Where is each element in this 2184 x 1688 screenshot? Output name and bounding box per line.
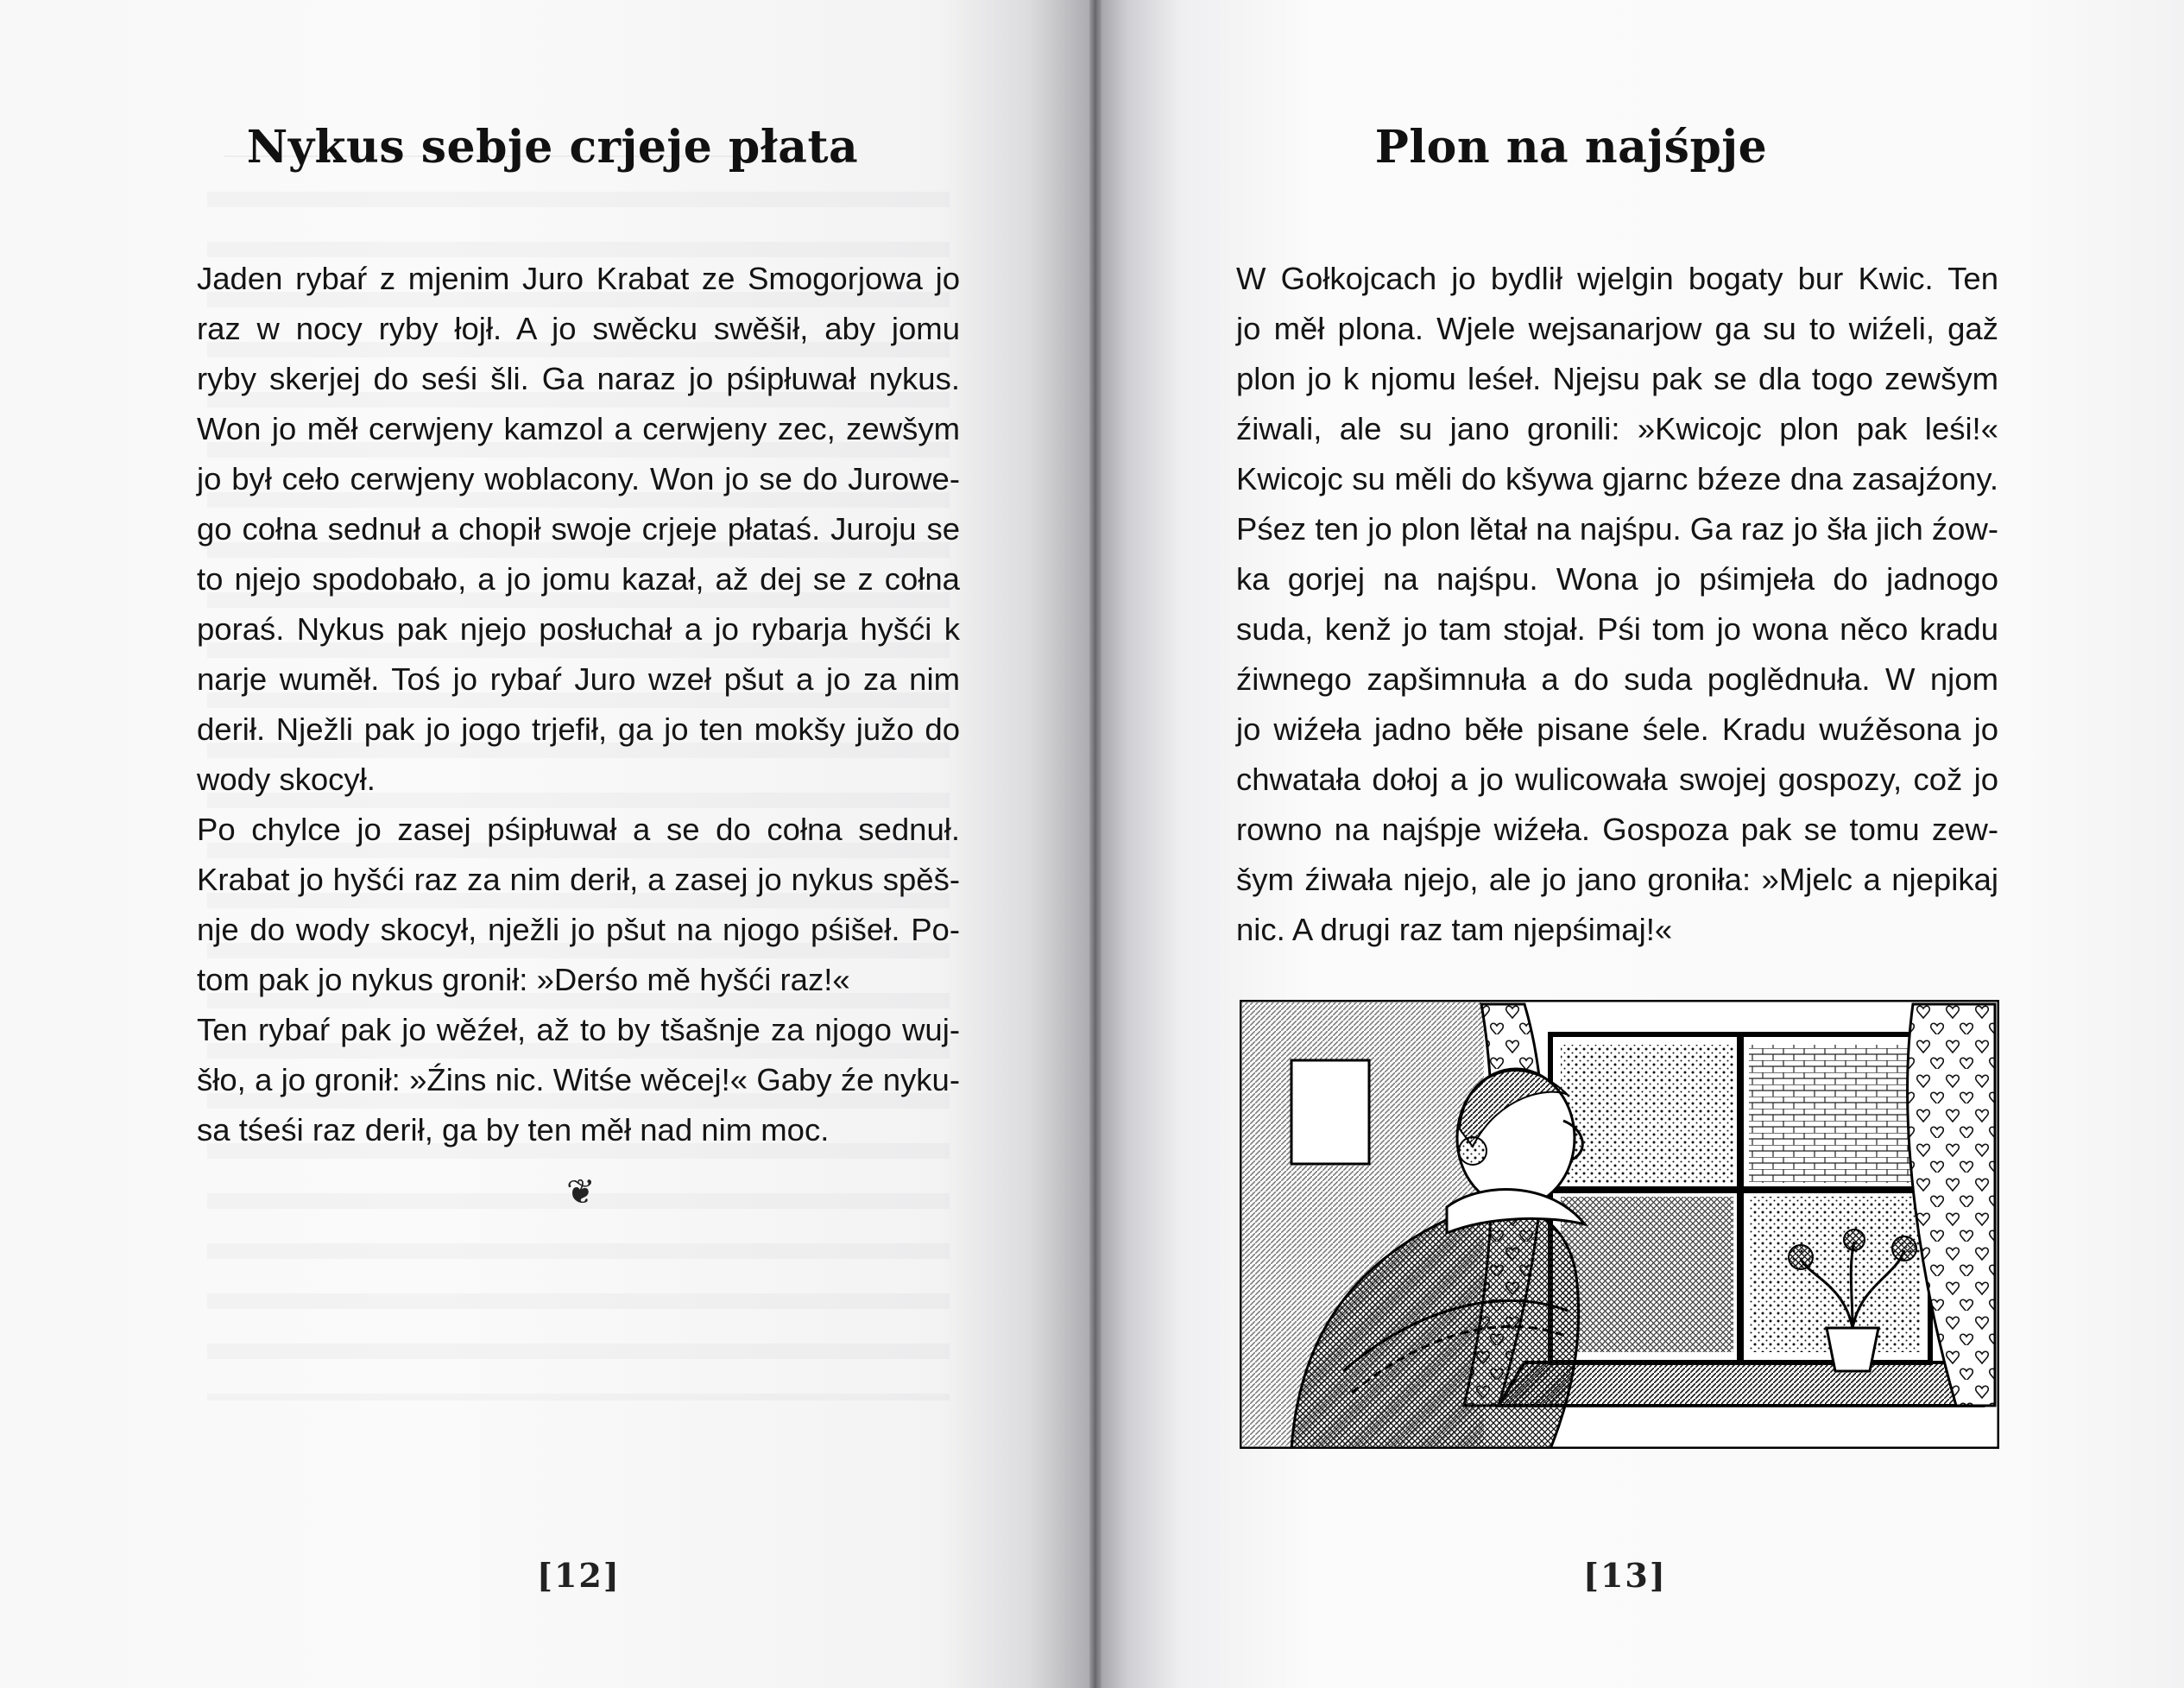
page-number: [12] <box>537 1556 621 1595</box>
text-line: sa tśeśi raz derił, ga by ten měł nad nim moc. <box>197 1112 830 1147</box>
text-line: jo był cełо cerwjeny woblacony. Won jo se do Jurowe- <box>197 461 960 496</box>
book-spine-gutter <box>1089 0 1101 1688</box>
text-line: nje do wody skocył, nježli jo pšut na njogo pśišeł. Po- <box>197 912 960 947</box>
text-line: ryby skerjej do seśi šli. Ga naraz jo pśipłuwał nykus. <box>197 361 960 396</box>
woman-at-window-illustration <box>1240 1000 1999 1449</box>
text-line: jo měł plona. Wjele wejsanarjow ga su to wiźeli, gaž <box>1236 311 1998 346</box>
text-line: W Gołkojcach jo bydlił wjelgin bogaty bur Kwic. Ten <box>1236 261 1998 296</box>
text-line: Kwicojc su měli do kšywa gjarnc bźeze dna zasajźony. <box>1236 461 1998 496</box>
text-line: derił. Nježli pak jo jogo trjefił, ga jo ten mokšy južo do <box>197 711 960 747</box>
right-page <box>1095 0 2184 1688</box>
text-line: tom pak jo nykus gronił: »Derśo mě hyšći raz!« <box>197 962 850 997</box>
text-line: go cołna sednuł a chopił swoje crjeje płataś. Juroju se <box>197 511 960 547</box>
text-line: to njejo spodobało, a jo jomu kazał, až dej se z cołna <box>197 561 960 597</box>
page-number: [13] <box>1583 1556 1667 1595</box>
text-line: Krabat jo hyšći raz za nim derił, a zasej jo nykus spěš- <box>197 862 960 897</box>
text-line: wody skocył. <box>197 762 376 797</box>
text-line: suda, kenž jo tam stojał. Pśi tom jo wona něco kradu <box>1236 611 1998 647</box>
story-body <box>1236 254 1998 955</box>
text-line: chwatała dołoj a jo wulicowała swojej gospozy, což jo <box>1236 762 1998 797</box>
text-line: Ten rybaŕ pak jo wěźeł, až to by tšašnje za njogo wuj- <box>197 1012 960 1047</box>
text-line: Pśez ten jo plon lětał na najśpu. Ga raz jo šła jich źow- <box>1236 511 1998 547</box>
text-line: Jaden rybaŕ z mjenim Juro Krabat ze Smogorjowa jo <box>197 261 960 296</box>
text-line: Won jo měł cerwjeny kamzol a cerwjeny zec, zewšym <box>197 411 960 446</box>
text-line: ka gorjej na najśpu. Wona jo pśimjeła do jadnogo <box>1236 561 1998 597</box>
text-line: raz w nocy ryby łojł. A jo swěcku swěšił, aby jomu <box>197 311 960 346</box>
text-line: poraś. Nykus pak njejo posłuchał a jo rybarja hyšći k <box>197 611 960 647</box>
story-title: Nykus sebje crjeje płata <box>246 121 859 174</box>
story-body <box>197 254 960 1155</box>
story-title: Plon na najśpje <box>1374 121 1768 174</box>
text-line: Po chylce jo zasej pśipłuwał a se do cołna sednuł. <box>197 812 960 847</box>
text-line: šło, a jo gronił: »Źins nic. Witśe wěcej!« Gaby źe nyku- <box>197 1062 960 1097</box>
text-line: rowno na najśpje wiźeła. Gospoza pak se tomu zew- <box>1236 812 1998 847</box>
text-line: narje wuměł. Toś jo rybaŕ Juro wzeł pšut a jo za nim <box>197 661 960 697</box>
text-line: šym źiwała njejo, ale jo jano groniła: »Mjelc a njepikaj <box>1236 862 1998 897</box>
fleuron-ornament-icon: ❦ <box>566 1173 596 1212</box>
text-line: jo wiźeła jadno běłe pisane śele. Kradu wuźěsona jo <box>1236 711 1998 747</box>
text-line: plon jo k njomu leśeł. Njejsu pak se dla togo zewšym <box>1236 361 1998 396</box>
text-line: nic. A drugi raz tam njepśimaj!« <box>1236 912 1673 947</box>
text-line: źiwali, ale su jano gronili: »Kwicojc plon pak leśi!« <box>1236 411 1998 446</box>
text-line: źiwnego zapšimnuła a do suda poglědnuła. W njom <box>1236 661 1998 697</box>
